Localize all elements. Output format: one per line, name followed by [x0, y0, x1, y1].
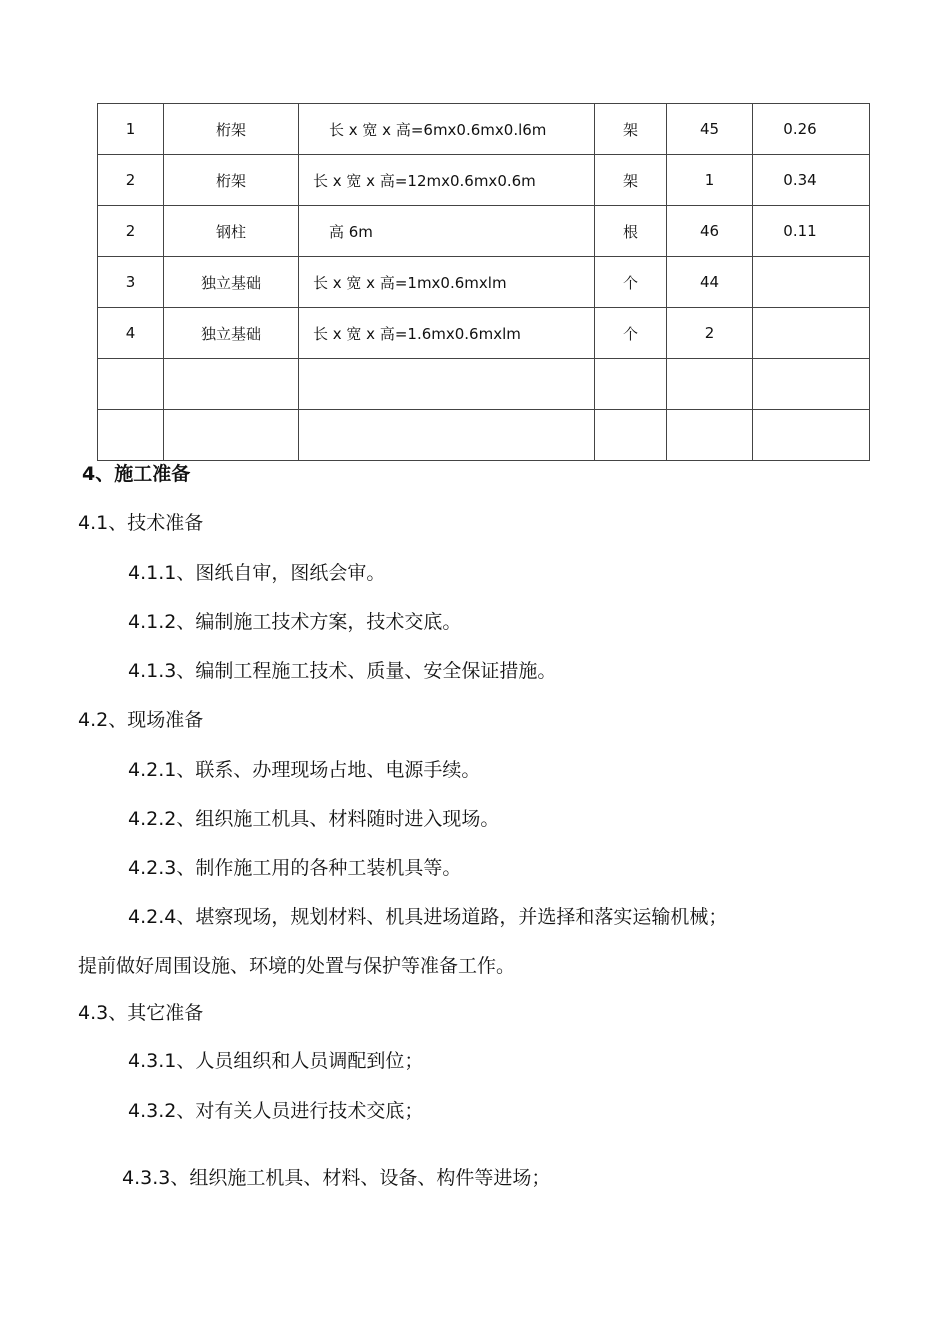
cell-qty: 46	[667, 206, 753, 257]
cell-name	[164, 410, 299, 461]
table-row	[98, 257, 870, 308]
cell-no	[98, 410, 164, 461]
cell-unit: 个	[595, 308, 667, 359]
cell-no: 4	[98, 308, 164, 359]
subsection-heading: 4.1、技术准备	[78, 512, 204, 534]
cell-weight	[753, 359, 870, 410]
cell-no	[98, 359, 164, 410]
cell-no: 3	[98, 257, 164, 308]
table-row	[98, 104, 870, 155]
cell-no: 2	[98, 206, 164, 257]
list-item: 4.3.3、组织施工机具、材料、设备、构件等进场；	[122, 1167, 551, 1189]
cell-no: 1	[98, 104, 164, 155]
cell-weight	[753, 308, 870, 359]
materials-table	[97, 103, 870, 461]
cell-unit: 架	[595, 104, 667, 155]
cell-qty: 1	[667, 155, 753, 206]
cell-qty	[667, 359, 753, 410]
list-item: 4.2.1、联系、办理现场占地、电源手续。	[128, 759, 481, 781]
cell-qty: 44	[667, 257, 753, 308]
cell-spec: 长 x 宽 x 高=1mx0.6mxlm	[299, 257, 595, 308]
subsection-heading: 4.2、现场准备	[78, 709, 204, 731]
cell-unit	[595, 410, 667, 461]
list-item: 4.2.2、组织施工机具、材料随时进入现场。	[128, 808, 500, 830]
cell-weight: 0.11	[753, 206, 870, 257]
cell-spec: 长 x 宽 x 高=1.6mx0.6mxlm	[299, 308, 595, 359]
cell-spec: 高 6m	[299, 206, 595, 257]
list-item: 4.1.3、编制工程施工技术、质量、安全保证措施。	[128, 660, 557, 682]
section-heading: 4、施工准备	[82, 463, 191, 485]
cell-spec	[299, 410, 595, 461]
cell-spec: 长 x 宽 x 高=12mx0.6mx0.6m	[299, 155, 595, 206]
table-row	[98, 206, 870, 257]
cell-name: 独立基础	[164, 308, 299, 359]
cell-name	[164, 359, 299, 410]
cell-name: 桁架	[164, 155, 299, 206]
cell-unit: 根	[595, 206, 667, 257]
cell-unit	[595, 359, 667, 410]
subsection-heading: 4.3、其它准备	[78, 1002, 204, 1024]
cell-weight	[753, 410, 870, 461]
cell-spec: 长 x 宽 x 高=6mx0.6mx0.l6m	[299, 104, 595, 155]
cell-name: 钢柱	[164, 206, 299, 257]
cell-spec	[299, 359, 595, 410]
list-item: 4.3.1、人员组织和人员调配到位；	[128, 1050, 424, 1072]
table-row	[98, 359, 870, 410]
cell-unit: 个	[595, 257, 667, 308]
table-row	[98, 155, 870, 206]
cell-qty	[667, 410, 753, 461]
list-item: 4.2.3、制作施工用的各种工装机具等。	[128, 857, 462, 879]
cell-weight: 0.26	[753, 104, 870, 155]
cell-name: 桁架	[164, 104, 299, 155]
cell-qty: 45	[667, 104, 753, 155]
cell-weight	[753, 257, 870, 308]
table-row	[98, 308, 870, 359]
list-item: 4.1.1、图纸自审，图纸会审。	[128, 562, 386, 584]
cell-name: 独立基础	[164, 257, 299, 308]
cell-no: 2	[98, 155, 164, 206]
list-item: 4.1.2、编制施工技术方案，技术交底。	[128, 611, 462, 633]
cell-unit: 架	[595, 155, 667, 206]
cell-qty: 2	[667, 308, 753, 359]
list-item: 4.3.2、对有关人员进行技术交底；	[128, 1100, 424, 1122]
list-item-continuation: 提前做好周围设施、环境的处置与保护等准备工作。	[78, 955, 516, 977]
table-row	[98, 410, 870, 461]
cell-weight: 0.34	[753, 155, 870, 206]
list-item: 4.2.4、堪察现场，规划材料、机具进场道路，并选择和落实运输机械；	[128, 906, 728, 928]
